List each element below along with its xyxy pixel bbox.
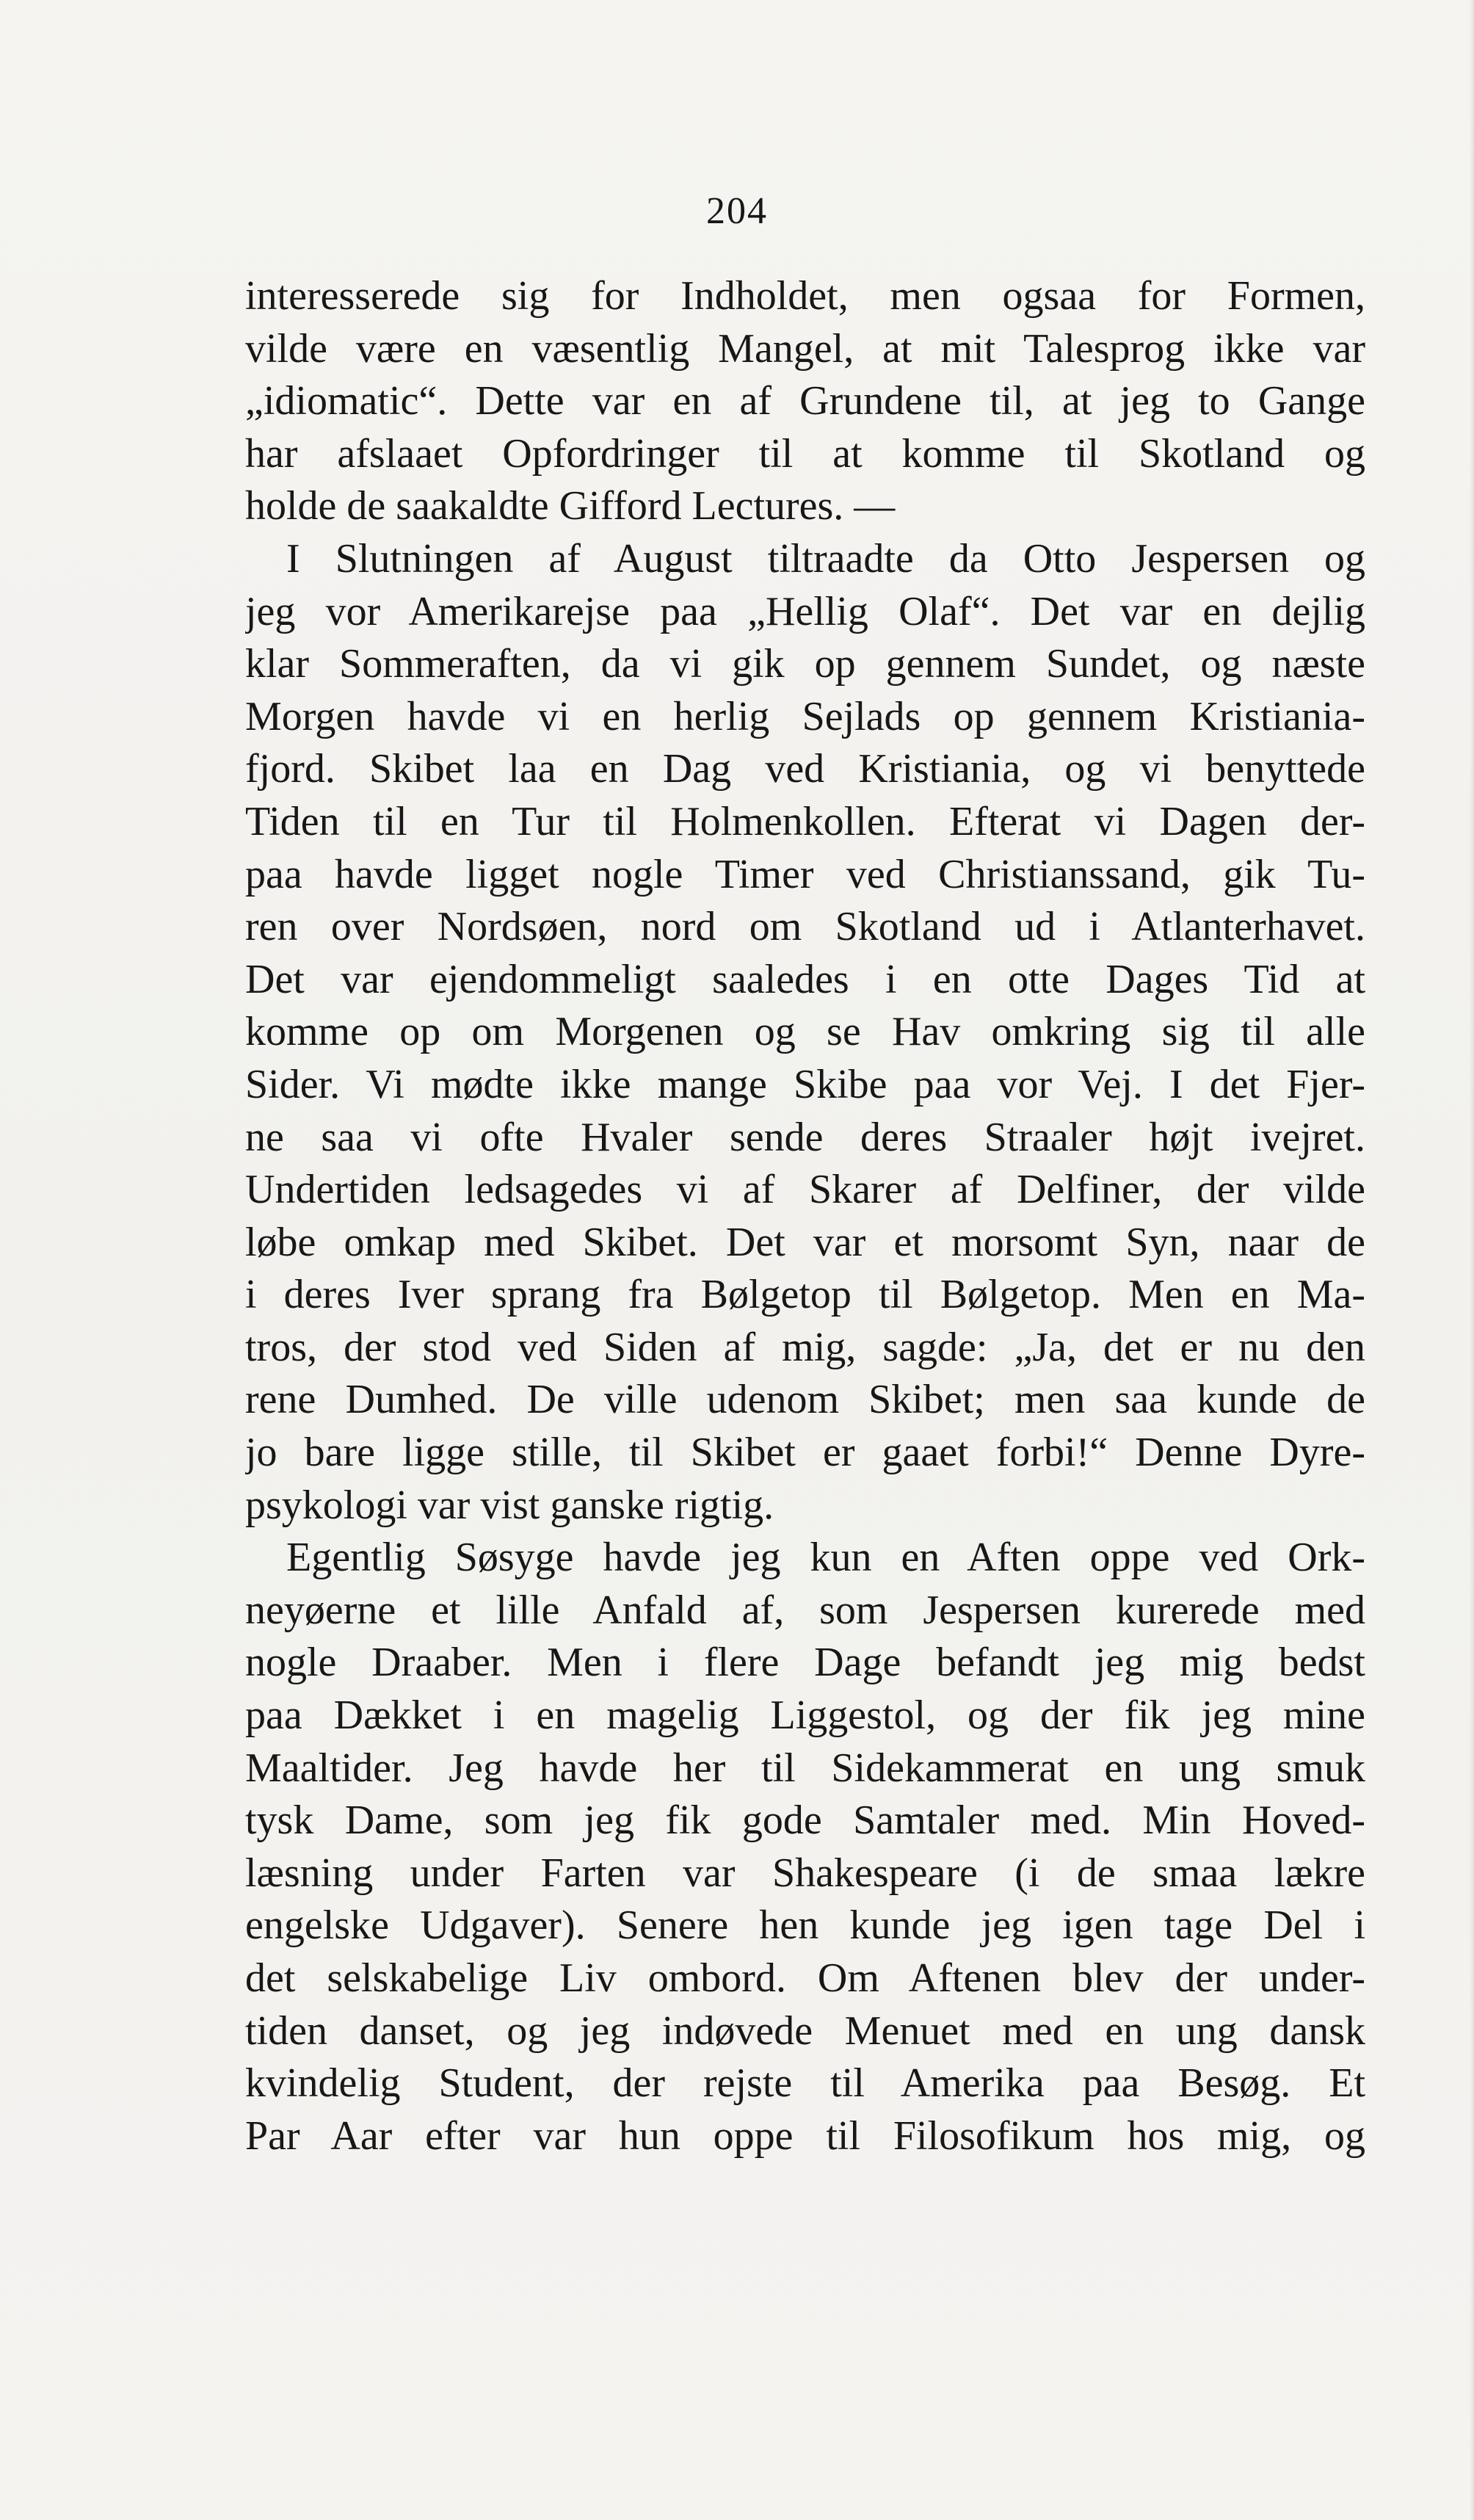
text-line: holde de saakaldte Gifford Lectures. — [245,483,896,529]
text-line: jo bare ligge stille, til Skibet er gaaet forbi!“ Denne Dyre- [245,1430,1365,1476]
text-line: Egentlig Søsyge havde jeg kun en Aften oppe ved Ork- [286,1535,1365,1581]
text-line: ren over Nordsøen, nord om Skotland ud i Atlanterhavet. [245,904,1365,950]
text-line: Maaltider. Jeg havde her til Sidekammerat en ung smuk [245,1745,1365,1791]
text-line: kvindelig Student, der rejste til Amerika paa Besøg. Et [245,2060,1365,2107]
text-line: komme op om Morgenen og se Hav omkring sig til alle [245,1009,1365,1055]
text-line: jeg vor Amerikarejse paa „Hellig Olaf“. Det var en dejlig [245,588,1365,634]
text-line: tiden danset, og jeg indøvede Menuet med en ung dansk [245,2007,1365,2054]
text-line: vilde være en væsentlig Mangel, at mit Talesprog ikke var [245,325,1365,372]
text-line: Undertiden ledsagedes vi af Skarer af Delfiner, der vilde [245,1167,1365,1213]
text-line: det selskabelige Liv ombord. Om Aftenen blev der under- [245,1955,1365,2001]
text-line: har afslaaet Opfordringer til at komme til Skotland og [245,430,1365,477]
text-line: I Slutningen af August tiltraadte da Otto Jespersen og [286,535,1365,582]
text-line: interesserede sig for Indholdet, men ogsaa for Formen, [245,273,1365,319]
text-line: ne saa vi ofte Hvaler sende deres Straaler højt ivejret. [245,1114,1365,1160]
text-line: tysk Dame, som jeg fik gode Samtaler med. Min Hoved- [245,1797,1365,1844]
text-line: løbe omkap med Skibet. Det var et morsomt Syn, naar de [245,1219,1365,1265]
text-line: Sider. Vi mødte ikke mange Skibe paa vor Vej. I det Fjer- [245,1061,1365,1107]
text-line: tros, der stod ved Siden af mig, sagde: „Ja, det er nu den [245,1324,1365,1370]
text-line: Det var ejendommeligt saaledes i en otte Dages Tid at [245,956,1365,1002]
text-line: engelske Udgaver). Senere hen kunde jeg igen tage Del i [245,1902,1365,1949]
text-line: paa havde ligget nogle Timer ved Christianssand, gik Tu- [245,851,1365,897]
text-line: neyøerne et lille Anfald af, som Jespersen kurerede med [245,1587,1365,1633]
text-line: Tiden til en Tur til Holmenkollen. Efterat vi Dagen der- [245,798,1365,844]
text-line: paa Dækket i en magelig Liggestol, og der fik jeg mine [245,1692,1365,1739]
text-line: klar Sommeraften, da vi gik op gennem Sundet, og næste [245,641,1365,687]
text-line: Morgen havde vi en herlig Sejlads op gennem Kristiania- [245,693,1365,739]
text-line: nogle Draaber. Men i flere Dage befandt jeg mig bedst [245,1640,1365,1686]
page-edge-shadow [1470,0,1474,2520]
text-line: i deres Iver sprang fra Bølgetop til Bølgetop. Men en Ma- [245,1272,1365,1318]
text-line: læsning under Farten var Shakespeare (i de smaa lækre [245,1850,1365,1896]
text-line: fjord. Skibet laa en Dag ved Kristiania, og vi benyttede [245,746,1365,792]
text-line: Par Aar efter var hun oppe til Filosofikum hos mig, og [245,2112,1365,2159]
text-line: „idiomatic“. Dette var en af Grundene til, at jeg to Gange [245,378,1365,424]
page-number: 204 [706,190,768,232]
text-line: rene Dumhed. De ville udenom Skibet; men saa kunde de [245,1377,1365,1423]
text-line: psykologi var vist ganske rigtig. [245,1482,774,1528]
body-text [245,270,1365,2162]
